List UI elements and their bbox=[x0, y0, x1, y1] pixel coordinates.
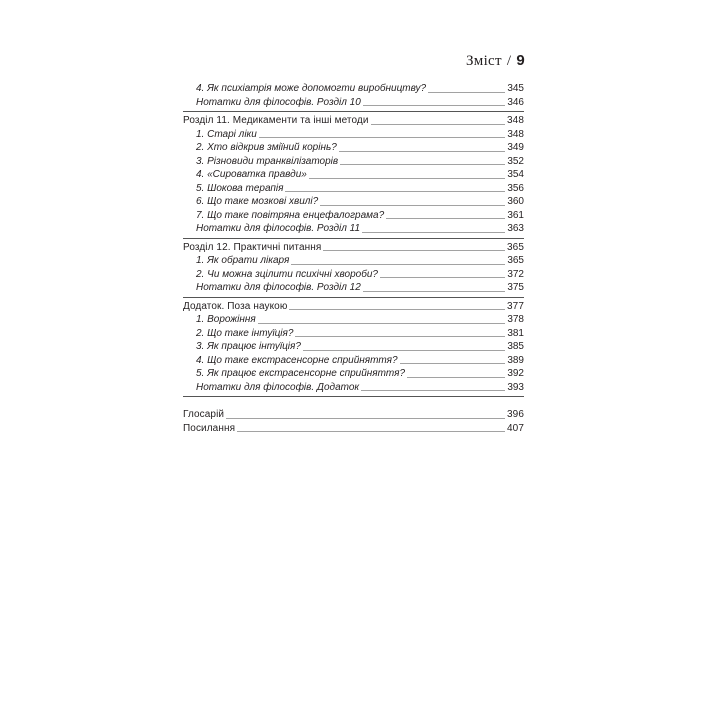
toc-section-entry bbox=[183, 254, 524, 268]
toc-entry-title: 1. Ворожіння bbox=[196, 314, 256, 325]
toc-section-entry bbox=[183, 327, 524, 341]
dot-leader bbox=[289, 309, 505, 310]
dot-leader bbox=[386, 218, 505, 219]
toc-chapter-entry bbox=[183, 114, 524, 128]
toc-entry-title: Розділ 12. Практичні питання bbox=[183, 241, 322, 253]
toc-section-entry bbox=[183, 222, 524, 236]
toc-entry-title: Посилання bbox=[183, 422, 236, 434]
table-of-contents bbox=[183, 82, 524, 439]
toc-entry-title: 2. Що таке інтуїція? bbox=[196, 327, 294, 339]
toc-section-entry bbox=[183, 313, 524, 327]
toc-entry-page: 361 bbox=[507, 209, 524, 221]
dot-leader bbox=[339, 151, 506, 152]
page-number: 9 bbox=[516, 52, 525, 69]
toc-section-entry bbox=[183, 381, 524, 395]
toc-entry-title: Глосарій bbox=[183, 409, 225, 420]
toc-entry-title: 1. Старі ліки bbox=[196, 128, 257, 140]
toc-chapter-entry bbox=[183, 408, 524, 422]
dot-leader bbox=[371, 124, 505, 125]
toc-section-entry bbox=[183, 182, 524, 196]
toc-section-entry bbox=[183, 268, 524, 282]
toc-entry-page: 377 bbox=[507, 300, 524, 312]
running-head-separator: / bbox=[506, 53, 512, 69]
dot-leader bbox=[237, 431, 505, 432]
toc-section-entry bbox=[183, 340, 524, 354]
dot-leader bbox=[226, 418, 505, 419]
toc-entry-title: Нотатки для філософів. Розділ 11 bbox=[196, 223, 361, 234]
toc-entry-page: 345 bbox=[507, 83, 524, 94]
toc-entry-page: 392 bbox=[507, 368, 524, 379]
dot-leader bbox=[361, 390, 505, 391]
toc-chapter-entry bbox=[183, 422, 524, 436]
toc-group bbox=[183, 114, 524, 239]
dot-leader bbox=[380, 277, 505, 278]
dot-leader bbox=[291, 264, 505, 265]
toc-entry-page: 381 bbox=[507, 327, 524, 339]
toc-group bbox=[183, 82, 524, 112]
dot-leader bbox=[320, 205, 505, 206]
dot-leader bbox=[309, 178, 505, 179]
toc-entry-page: 365 bbox=[507, 241, 524, 253]
toc-section-entry bbox=[183, 168, 524, 182]
dot-leader bbox=[407, 377, 505, 378]
toc-group bbox=[183, 241, 524, 298]
toc-section-entry bbox=[183, 128, 524, 142]
toc-entry-title: 4. Що таке екстрасенсорне сприйняття? bbox=[196, 354, 398, 366]
toc-entry-page: 349 bbox=[507, 142, 524, 153]
toc-entry-page: 356 bbox=[507, 182, 524, 194]
toc-entry-page: 385 bbox=[507, 341, 524, 352]
toc-entry-title: 1. Як обрати лікаря bbox=[196, 255, 290, 266]
toc-entry-page: 372 bbox=[507, 268, 524, 280]
dot-leader bbox=[259, 137, 505, 138]
toc-entry-page: 346 bbox=[507, 96, 524, 108]
dot-leader bbox=[258, 323, 506, 324]
toc-entry-page: 363 bbox=[507, 223, 524, 234]
toc-section-entry bbox=[183, 96, 524, 110]
toc-entry-page: 352 bbox=[507, 155, 524, 167]
toc-entry-page: 365 bbox=[507, 255, 524, 266]
toc-entry-page: 348 bbox=[507, 115, 524, 126]
dot-leader bbox=[428, 92, 505, 93]
toc-entry-title: 4. Як психіатрія може допомогти виробництву? bbox=[196, 83, 427, 94]
toc-section-entry bbox=[183, 367, 524, 381]
toc-chapter-entry bbox=[183, 241, 524, 255]
toc-entry-title: 3. Різновиди транквілізаторів bbox=[196, 155, 339, 167]
toc-entry-title: 2. Хто відкрив зміїний корінь? bbox=[196, 142, 337, 153]
toc-entry-title: Розділ 11. Медикаменти та інші методи bbox=[183, 115, 369, 126]
dot-leader bbox=[363, 105, 506, 106]
toc-entry-page: 393 bbox=[507, 381, 524, 393]
toc-entry-page: 360 bbox=[507, 196, 524, 207]
toc-back-matter bbox=[183, 408, 524, 437]
toc-section-entry bbox=[183, 281, 524, 295]
toc-entry-title: 5. Шокова терапія bbox=[196, 182, 284, 194]
toc-entry-title: 5. Як працює екстрасенсорне сприйняття? bbox=[196, 368, 406, 379]
dot-leader bbox=[400, 363, 506, 364]
toc-entry-title: Нотатки для філософів. Розділ 12 bbox=[196, 282, 361, 293]
toc-section-entry bbox=[183, 82, 524, 96]
dot-leader bbox=[340, 164, 505, 165]
toc-entry-page: 396 bbox=[507, 409, 524, 420]
toc-entry-page: 407 bbox=[507, 422, 524, 434]
toc-entry-title: Нотатки для філософів. Розділ 10 bbox=[196, 96, 361, 108]
toc-entry-page: 389 bbox=[507, 354, 524, 366]
running-head-title: Зміст bbox=[465, 53, 502, 69]
toc-section-entry bbox=[183, 155, 524, 169]
toc-entry-title: 7. Що таке повітряна енцефалограма? bbox=[196, 209, 385, 221]
toc-entry-page: 348 bbox=[507, 128, 524, 140]
dot-leader bbox=[303, 350, 505, 351]
spacer bbox=[183, 399, 524, 408]
toc-entry-title: Нотатки для філософів. Додаток bbox=[196, 381, 360, 393]
dot-leader bbox=[295, 336, 505, 337]
toc-entry-page: 354 bbox=[507, 169, 524, 180]
toc-section-entry bbox=[183, 195, 524, 209]
toc-entry-title: 3. Як працює інтуїція? bbox=[196, 341, 301, 352]
running-head bbox=[466, 52, 525, 70]
toc-entry-title: 4. «Сироватка правди» bbox=[196, 169, 307, 180]
toc-section-entry bbox=[183, 209, 524, 223]
dot-leader bbox=[363, 291, 506, 292]
toc-group bbox=[183, 300, 524, 398]
dot-leader bbox=[285, 191, 505, 192]
dot-leader bbox=[362, 232, 505, 233]
toc-entry-title: 2. Чи можна зцілити психічні хвороби? bbox=[196, 268, 378, 280]
toc-entry-title: Додаток. Поза наукою bbox=[183, 300, 288, 312]
toc-entry-page: 378 bbox=[507, 314, 524, 325]
toc-entry-page: 375 bbox=[507, 282, 524, 293]
toc-chapter-entry bbox=[183, 300, 524, 314]
toc-section-entry bbox=[183, 354, 524, 368]
dot-leader bbox=[323, 250, 505, 251]
toc-section-entry bbox=[183, 141, 524, 155]
toc-entry-title: 6. Що таке мозкові хвилі? bbox=[196, 196, 319, 207]
